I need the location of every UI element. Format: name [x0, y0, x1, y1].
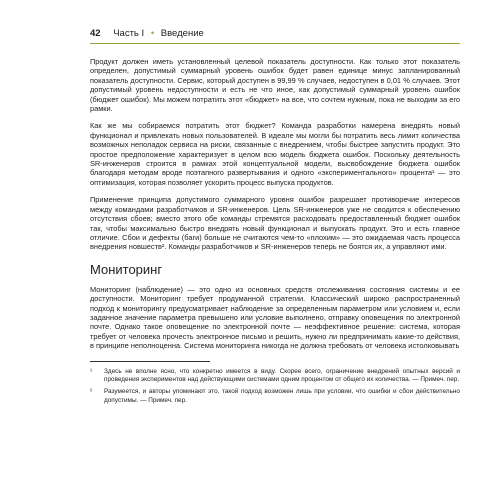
page-number: 42	[90, 28, 101, 39]
footnote-text: Здесь не вполне ясно, что конкретно имеется в виду. Скорее всего, ограничение внедрений опытных версий и проведения экспериментов над действующими системами одним процентом от общего их количества. — Примеч. пер.	[104, 367, 460, 383]
header-rule	[90, 43, 460, 44]
footnote-text: Разумеется, и авторы упоминают это, такой подход возможен лишь при условии, что ошибки и сбои действительно допустимы. — Примеч. пер.	[104, 388, 460, 404]
section-heading: Мониторинг	[90, 261, 163, 277]
footnote-rule	[90, 361, 210, 362]
page-content	[90, 57, 460, 409]
chapter-label: Введение	[160, 28, 204, 39]
paragraph-1: Продукт должен иметь установленный целевой показатель доступности. Как только этот показатель определен, допустимый суммарный уровень ошибок будет равен единице минус запланированный показатель доступности. Сервис, который доступен в 99,99 % случаев, недоступен в 0,01 % случаев. Этот допустимый уровень недоступности и есть не что иное, как допустимый суммарный уровень ошибок (бюджет ошибок). Мы можем потратить этот «бюджет» на все, что сочтем нужным, пока не выходим за его рамки.	[90, 57, 460, 114]
part-label: Часть I	[113, 28, 145, 39]
footnote-number: ¹	[90, 367, 93, 375]
header-bullet: •	[150, 28, 155, 39]
paragraph-3: Применение принципа допустимого суммарного уровня ошибок разрешает противоречие интересов между командами разработчиков и SR-инженеров. Цель SR-инженеров уже не сводится к обеспечению отсутствия сбоев; вместо этого обе команды стремятся расходовать предоставленный бюджет ошибок так, чтобы максимально быстро внедрять новый функционал и выпускать продукт. Это и есть главное отличие. Сбои и дефекты (баги) больше не считаются чем-то «плохим» — это ожидаемая часть процесса внедрения новшеств². Команды разработчиков и SR-инженеров теперь не боятся их, а управляют ими.	[90, 195, 460, 252]
footnote-2	[90, 388, 460, 405]
footnote-1	[90, 368, 460, 385]
paragraph-2: Как же мы собираемся потратить этот бюджет? Команда разработки намерена внедрять новый функционал и привлекать новых пользователей. В идеале мы могли бы потратить весь лимит количества возможных неполадок сервиса на риски, связанные с внедрением, чтобы быстрее запустить продукт. Это простое предположение характеризует в целом всю модель бюджета ошибок. Поскольку деятельность SR-инженеров строится в рамках этой концептуальной модели, высвобождение бюджета ошибок благодаря методам вроде поэтапного развертывания и одного «экспериментального» процента¹ — это оптимизация, которая позволяет ускорить процесс выпуска продуктов.	[90, 121, 460, 187]
footnote-number: ²	[90, 388, 93, 396]
section-paragraph: Мониторинг (наблюдение) — это одно из основных средств отслеживания состояния системы и ее доступности. Мониторинг требует продуманной стратегии. Классический широко распространенный подход к мониторингу предусматривает наблюдение за определенным параметром или условием и, если заданное значение параметра превышено или условие выполнено, отправку оповещения по электронной почте. Однако такое оповещение по электронной почте — неэффективное решение: система, которая требует от человека прочесть электронное письмо и решить, нужно ли предпринимать какие-то действия, в принципе неполноценна. Система мониторинга никогда не должна требовать от человека истолковывать	[90, 284, 460, 351]
running-header	[90, 28, 460, 39]
